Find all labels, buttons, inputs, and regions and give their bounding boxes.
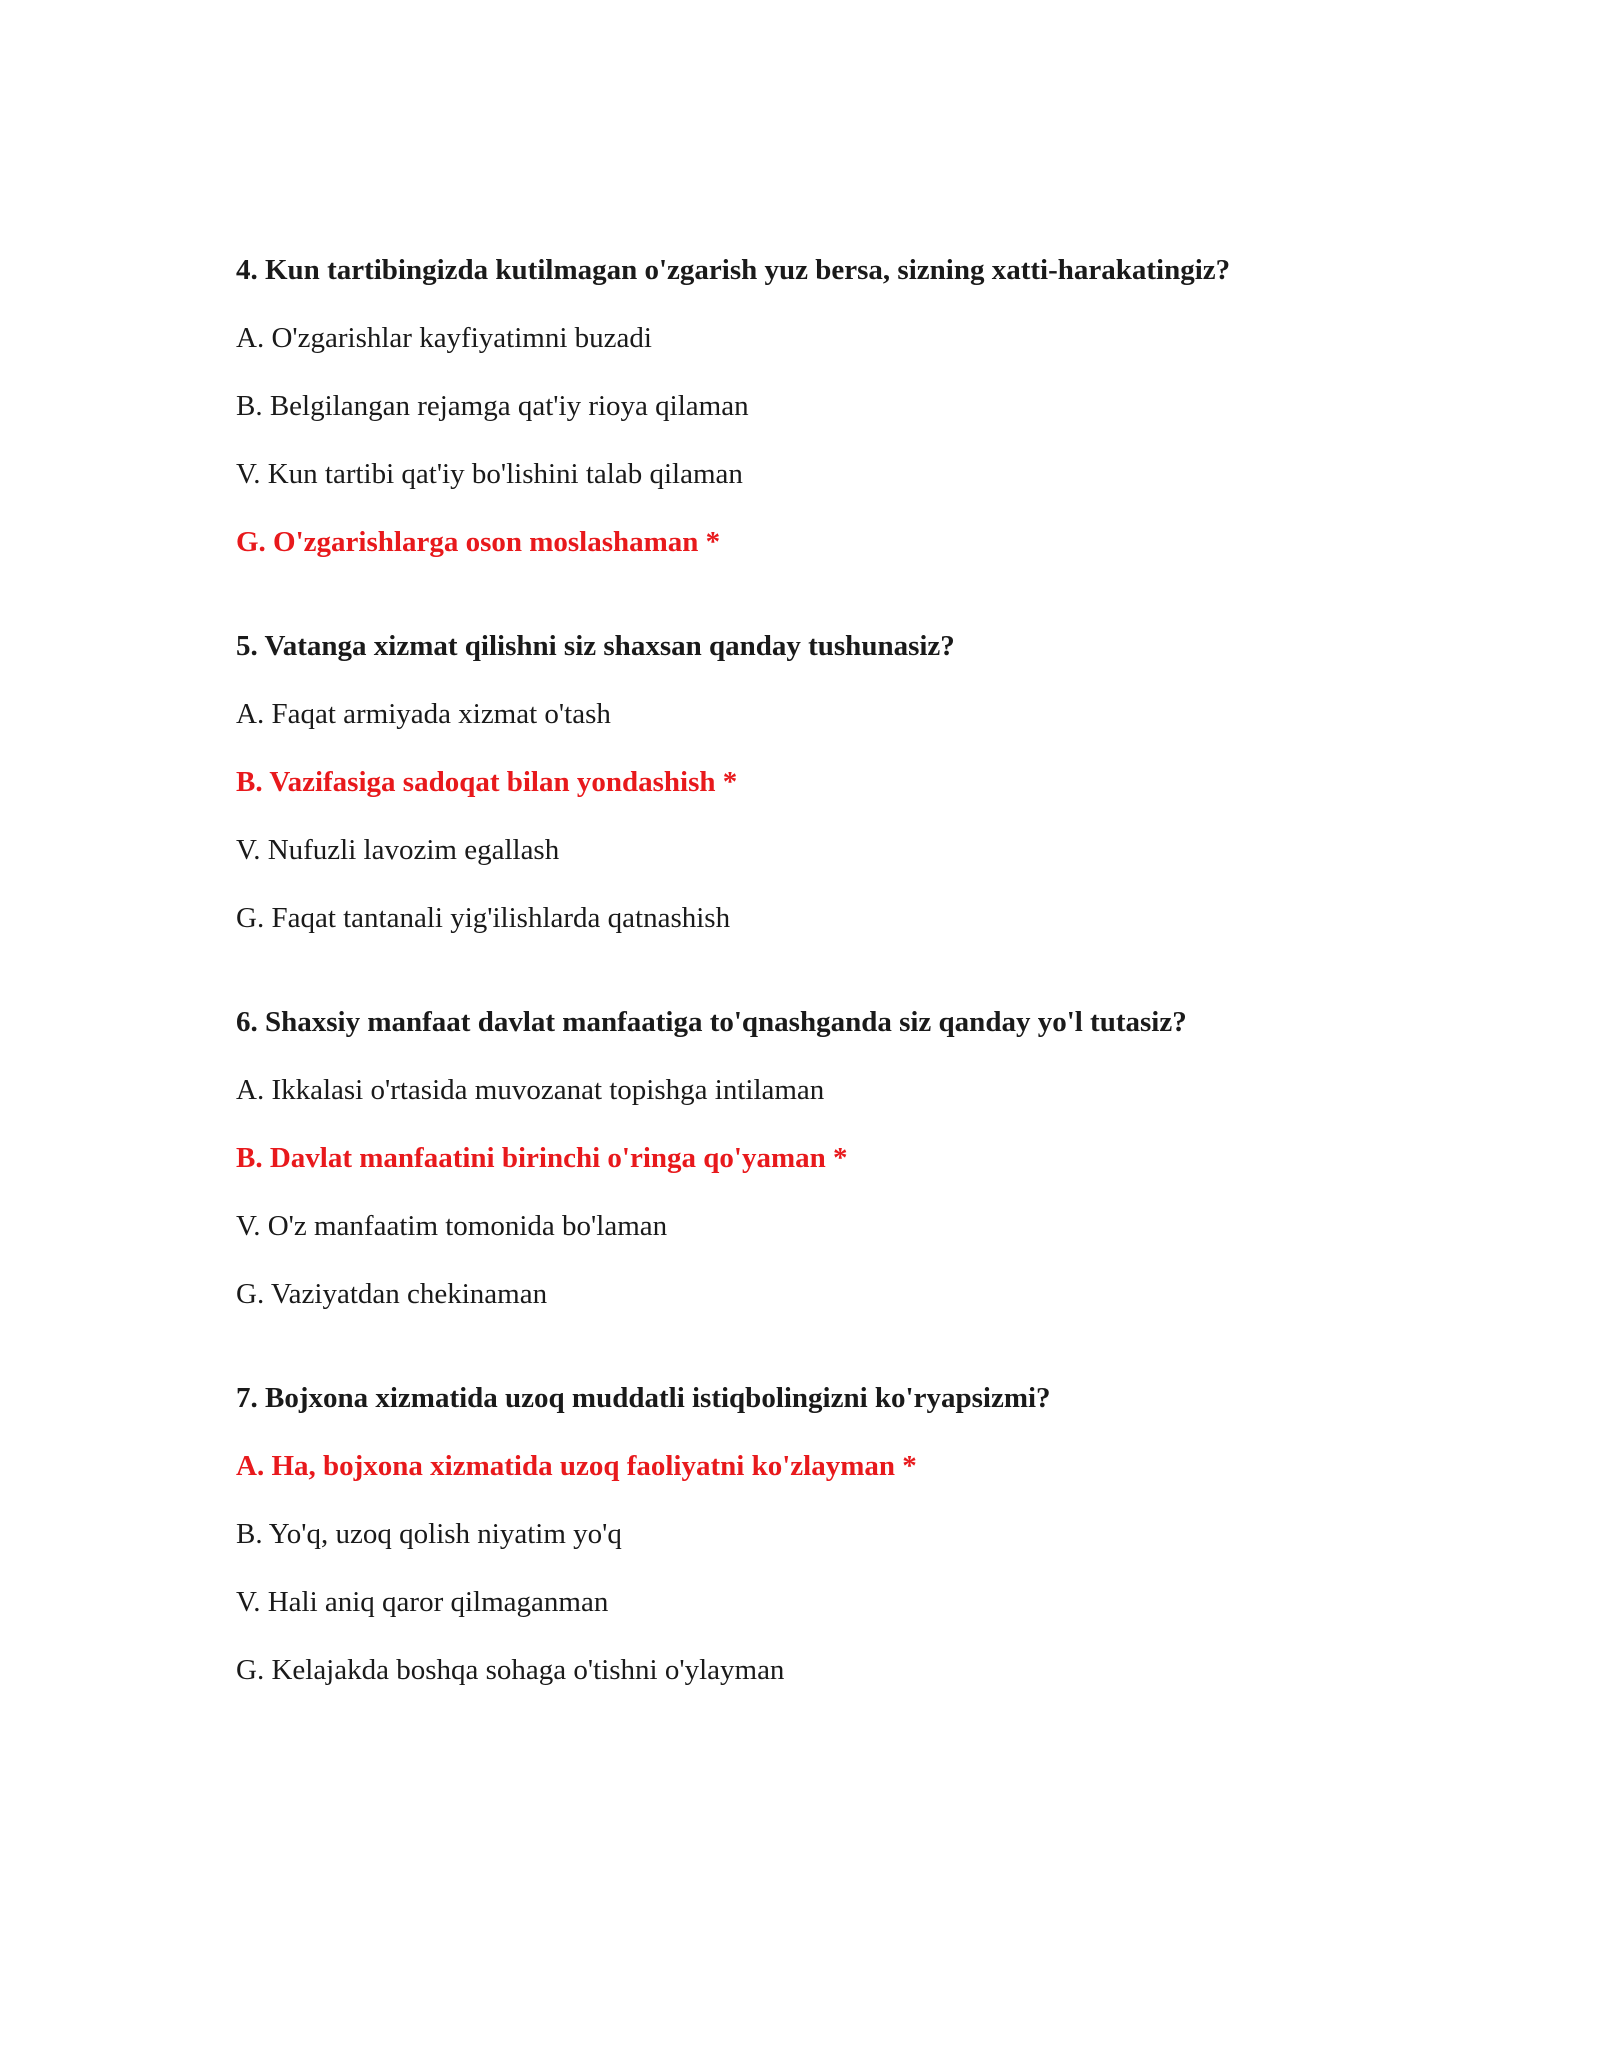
option-v: V. Hali aniq qaror qilmaganman: [236, 1586, 609, 1618]
option-b-correct: B. Davlat manfaatini birinchi o'ringa qo'yaman *: [236, 1142, 848, 1174]
option-g: G. Kelajakda boshqa sohaga o'tishni o'ylayman: [236, 1654, 785, 1686]
option-b-correct: B. Vazifasiga sadoqat bilan yondashish *: [236, 766, 738, 798]
option-v: V. Kun tartibi qat'iy bo'lishini talab qilaman: [236, 458, 743, 490]
question-text: 4. Kun tartibingizda kutilmagan o'zgarish yuz bersa, sizning xatti-harakatingiz?: [236, 254, 1231, 286]
option-g: G. Faqat tantanali yig'ilishlarda qatnashish: [236, 902, 731, 934]
question-block-5: [236, 628, 1436, 936]
option-a-correct: A. Ha, bojxona xizmatida uzoq faoliyatni ko'zlayman *: [236, 1450, 917, 1482]
option-b: B. Belgilangan rejamga qat'iy rioya qilaman: [236, 390, 749, 422]
option-v: V. O'z manfaatim tomonida bo'laman: [236, 1210, 668, 1242]
question-block-4: [236, 252, 1436, 560]
option-v: V. Nufuzli lavozim egallash: [236, 834, 560, 866]
question-text: 7. Bojxona xizmatida uzoq muddatli istiqbolingizni ko'ryapsizmi?: [236, 1382, 1051, 1414]
question-text: 6. Shaxsiy manfaat davlat manfaatiga to'qnashganda siz qanday yo'l tutasiz?: [236, 1006, 1187, 1038]
option-a: A. O'zgarishlar kayfiyatimni buzadi: [236, 322, 652, 354]
question-text: 5. Vatanga xizmat qilishni siz shaxsan qanday tushunasiz?: [236, 630, 955, 662]
option-b: B. Yo'q, uzoq qolish niyatim yo'q: [236, 1518, 622, 1550]
option-a: A. Faqat armiyada xizmat o'tash: [236, 698, 611, 730]
question-block-6: [236, 1004, 1436, 1312]
question-list: [236, 252, 1436, 1756]
option-g-correct: G. O'zgarishlarga oson moslashaman *: [236, 526, 721, 558]
option-g: G. Vaziyatdan chekinaman: [236, 1278, 548, 1310]
question-block-7: [236, 1380, 1436, 1688]
option-a: A. Ikkalasi o'rtasida muvozanat topishga intilaman: [236, 1074, 825, 1106]
